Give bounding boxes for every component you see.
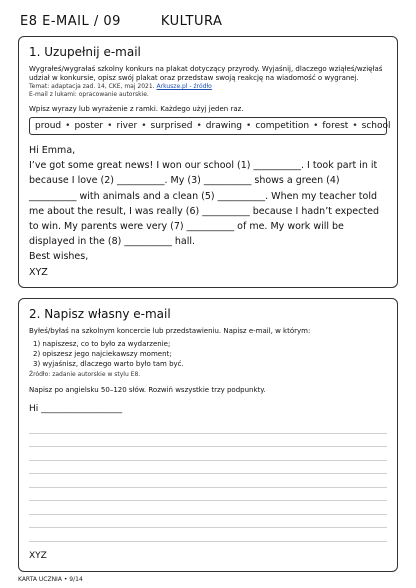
email-text [29, 143, 387, 280]
word-bank-item: competition [255, 121, 310, 131]
word-separator: • [246, 121, 252, 131]
email-hi-line[interactable]: Hi __________________ [29, 404, 123, 414]
email-closing: Best wishes, [29, 251, 89, 263]
exercise-1-title: 1. Uzupełnij e-mail [29, 45, 141, 59]
exercise-2-source: Źródło: zadanie autorskie w stylu E8. [29, 371, 141, 378]
exercise-2-task: Byłeś/byłaś na szkolnym koncercie lub przedstawieniu. Napisz e-mail, w którym: [29, 327, 311, 335]
word-bank-item: forest [322, 121, 349, 131]
exercise-1-instruction: Wpisz wyrazy lub wyrażenie z ramki. Każdego użyj jeden raz. [29, 105, 244, 113]
email-greeting: Hi Emma, [29, 145, 76, 156]
writing-line[interactable] [29, 420, 387, 434]
word-separator: • [313, 121, 319, 131]
writing-line[interactable] [29, 474, 387, 488]
task-point: 1) napiszesz, co to było za wydarzenie; [33, 340, 171, 348]
worksheet-topic: KULTURA [160, 14, 223, 29]
page-header [20, 14, 222, 29]
word-bank [29, 117, 391, 135]
email-body: I’ve got some great news! I won our school (1) __________. I took part in it because I love (2) __________. My (3) __________ shows a green (4) __________ with animals and a clean (5) __________. When my teacher told me about the result, I was really (6) __________ because I hadn’t expected to win. My parents were very (7) __________ of me. My work will be displayed in the (8) __________ hall. [29, 160, 379, 248]
exercise-2-signature: XYZ [29, 551, 47, 561]
task-point: 3) wyjaśnisz, dlaczego warto było tam być. [33, 360, 184, 368]
writing-line[interactable] [29, 447, 387, 461]
writing-line[interactable] [29, 461, 387, 475]
word-bank-item: proud [35, 121, 62, 131]
exercise-2-title: 2. Napisz własny e-mail [29, 307, 171, 321]
word-separator: • [196, 121, 202, 131]
word-bank-item: school [361, 121, 391, 131]
email-signature: XYZ [29, 266, 48, 278]
word-bank-item: surprised [150, 121, 193, 131]
word-separator: • [107, 121, 113, 131]
writing-lines[interactable] [29, 420, 387, 542]
task-points [29, 339, 387, 369]
exercise-1-task: Wygrałeś/wygrałaś szkolny konkurs na plakat dotyczący przyrody. Wyjaśnij, dlaczego wziąłeś/wzięłaś udział w konkursie, opisz swój plakat oraz przedstaw swoją reakcję na wiadomość o wygranej. [29, 65, 383, 82]
exercise-2-box [18, 298, 398, 572]
worksheet-title: E8 E-MAIL / 09 [20, 14, 121, 29]
writing-line[interactable] [29, 488, 387, 502]
writing-line[interactable] [29, 515, 387, 529]
source-link[interactable]: Arkusze.pl - źródło [156, 83, 212, 90]
writing-line[interactable] [29, 528, 387, 542]
exercise-1-note: E-mail z lukami: opracowanie autorskie. [29, 91, 149, 98]
exercise-1-source [29, 83, 387, 91]
exercise-2-instruction: Napisz po angielsku 50–120 słów. Rozwiń wszystkie trzy podpunkty. [29, 386, 266, 394]
word-bank-item: poster [74, 121, 104, 131]
writing-line[interactable] [29, 434, 387, 448]
word-separator: • [141, 121, 147, 131]
writing-line[interactable] [29, 501, 387, 515]
word-separator: • [65, 121, 71, 131]
word-bank-item: drawing [205, 121, 243, 131]
word-bank-item: river [116, 121, 138, 131]
source-text: Temat: adaptacja zad. 14, CKE, maj 2021. [29, 83, 155, 90]
task-point: 2) opiszesz jego najciekawszy moment; [33, 350, 172, 358]
page-footer: KARTA UCZNIA • 9/14 [18, 576, 83, 583]
word-separator: • [352, 121, 358, 131]
exercise-1-box [18, 36, 398, 288]
